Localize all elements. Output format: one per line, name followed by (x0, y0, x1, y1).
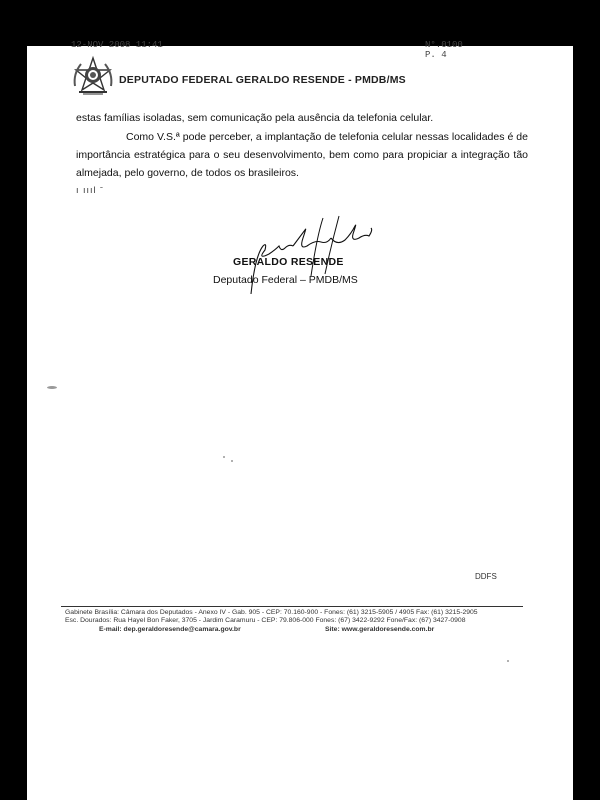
brazil-coat-of-arms-icon (69, 56, 117, 98)
body-line: estas famílias isoladas, sem comunicação pela ausência da telefonia celular. (76, 112, 434, 124)
body-paragraph (76, 128, 528, 182)
typist-initials: DDFS (475, 572, 497, 581)
signatory-name: GERALDO RESENDE (233, 256, 344, 268)
fax-timestamp: 12-NOV 2008 11:41 (71, 40, 163, 50)
footer-divider (61, 606, 523, 607)
footer-address-dourados: Esc. Dourados: Rua Hayel Bon Faker, 3705 - Jardim Caramuru - CEP: 79.806-000 Fones: (67) 3422-9292 Fone/Fax: (67) 3427-0908 (65, 617, 466, 624)
scan-mark: ı ıııl ˉ (76, 185, 104, 195)
footer-website: Site: www.geraldoresende.com.br (325, 626, 435, 633)
scan-speck (223, 456, 225, 458)
fax-page-number: N°.0100 P. 4 (425, 40, 463, 60)
footer-address-brasilia: Gabinete Brasília: Câmara dos Deputados - Anexo IV - Gab. 905 - CEP: 70.160-900 - Fones: (61) 3215-5905 / 4905 Fax: (61) 3215-2905 (65, 609, 478, 616)
scan-speck (231, 460, 233, 462)
document-page (27, 40, 573, 800)
letterhead-title: DEPUTADO FEDERAL GERALDO RESENDE - PMDB/MS (119, 74, 406, 86)
body-paragraph-text: Como V.S.ª pode perceber, a implantação de telefonia celular nessas localidades é de importância estratégica para o seu desenvolvimento, bem como para propiciar a integração tão almejada, pelo governo, de todos os brasileiros. (76, 131, 528, 179)
signatory-role: Deputado Federal – PMDB/MS (213, 274, 358, 286)
scan-speck (507, 660, 509, 662)
fax-header (71, 40, 471, 60)
footer-email: E-mail: dep.geraldoresende@camara.gov.br (99, 626, 241, 633)
scan-speck (47, 386, 57, 389)
